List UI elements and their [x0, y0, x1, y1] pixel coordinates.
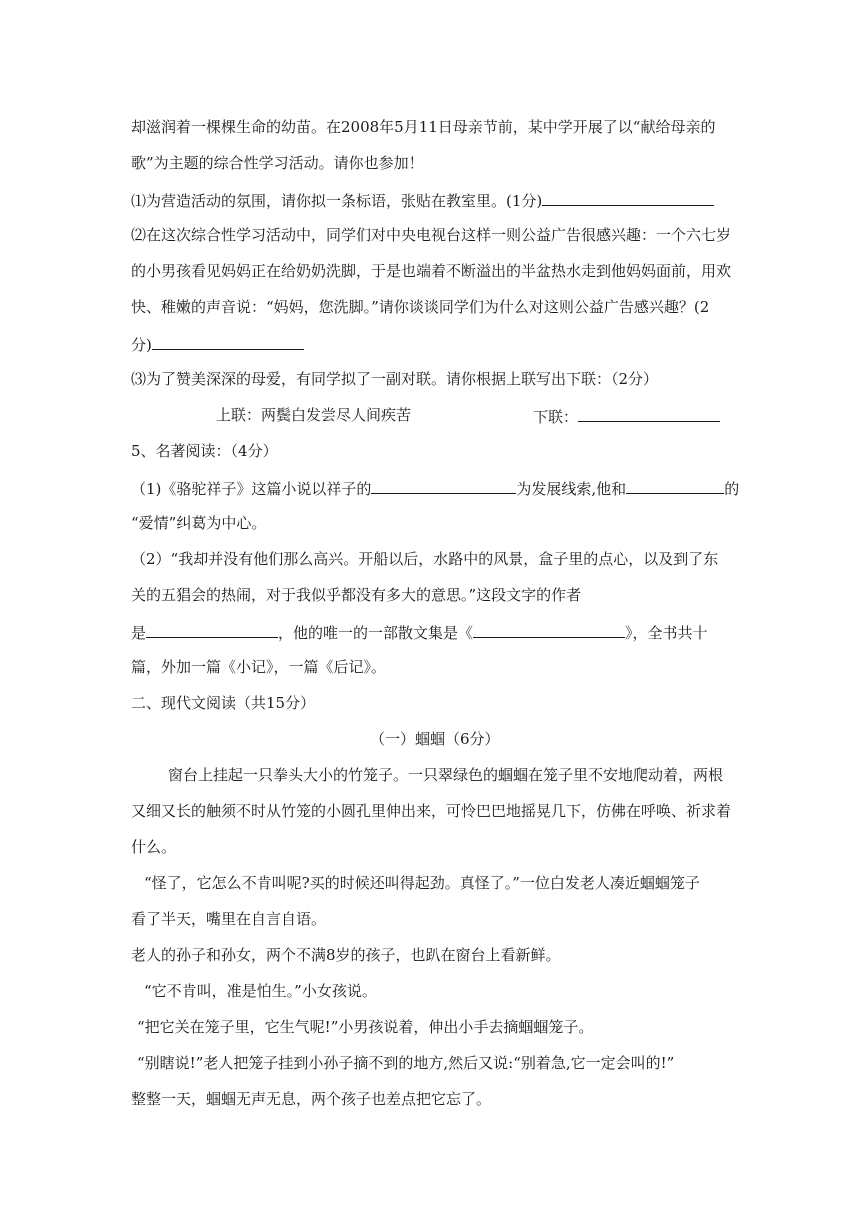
paragraph-line: 老人的孙子和孙女，两个不满8岁的孩子，也趴在窗台上看新鲜。	[131, 946, 561, 964]
couplet-lower-label: 下联：	[533, 408, 579, 426]
paragraph-line: 看了半天，嘴里在自言自语。	[131, 910, 327, 928]
paragraph-line: “怪了，它怎么不肯叫呢?买的时候还叫得起劲。真怪了。”一位白发老人凑近蝈蝈笼子	[144, 874, 700, 892]
text-line: 歌”为主题的综合性学习活动。请你也参加！	[131, 154, 424, 172]
section-2-heading: 二、现代文阅读（共15分）	[131, 694, 316, 712]
paragraph-line: “把它关在笼子里，它生气呢!”小男孩说着，伸出小手去摘蝈蝈笼子。	[137, 1018, 594, 1036]
answer-blank[interactable]	[371, 477, 516, 494]
answer-blank[interactable]	[152, 333, 304, 350]
question-2-line: 的小男孩看见妈妈正在给奶奶洗脚，于是也端着不断溢出的半盆热水走到他妈妈面前，用欢	[131, 262, 732, 280]
question-2-line	[131, 333, 304, 355]
paragraph-line: 整整一天，蝈蝈无声无息，两个孩子也差点把它忘了。	[131, 1090, 492, 1108]
masterpiece-q2-text: 是	[131, 624, 147, 642]
question-2-line: 快、稚嫩的声音说：“妈妈，您洗脚。”请你谈谈同学们为什么对这则公益广告感兴趣？(2	[131, 298, 710, 316]
masterpiece-q2-text: 》，全书共十	[625, 624, 708, 642]
paragraph-line: 窗台上挂起一只拳头大小的竹笼子。一只翠绿色的蝈蝈在笼子里不安地爬动着，两根	[168, 766, 724, 784]
question-2-text: 分)	[131, 336, 152, 354]
text-line: 却滋润着一棵棵生命的幼苗。在2008年5月11日母亲节前，某中学开展了以“献给母亲的	[131, 118, 716, 136]
answer-blank[interactable]	[473, 621, 625, 638]
paragraph-line: “它不肯叫，准是怕生。”小女孩说。	[144, 982, 377, 1000]
masterpiece-q1-text: （1)《骆驼祥子》这篇小说以祥子的	[131, 480, 372, 498]
answer-blank[interactable]	[626, 477, 724, 494]
question-3: ⑶为了赞美深深的母爱，有同学拟了一副对联。请你根据上联写出下联：（2分）	[131, 370, 659, 388]
paragraph-line: 又细又长的触须不时从竹笼的小圆孔里伸出来，可怜巴巴地摇晃几下，仿佛在呼唤、祈求着	[131, 802, 732, 820]
paragraph-line: 什么。	[131, 838, 177, 856]
masterpiece-q2-line: （2）“我却并没有他们那么高兴。开船以后，水路中的风景，盒子里的点心，以及到了东	[131, 550, 719, 568]
text-line: “爱情”纠葛为中心。	[131, 514, 267, 532]
masterpiece-q2-line: 关的五猖会的热闹，对于我似乎都没有多大的意思。”这段文字的作者	[131, 586, 582, 604]
answer-blank[interactable]	[146, 621, 278, 638]
masterpiece-q2-line	[131, 621, 708, 643]
masterpiece-q2-text: ，他的唯一的一部散文集是《	[278, 624, 474, 642]
section-5-heading: 5、名著阅读：（4分）	[131, 442, 278, 460]
question-2-line: ⑵在这次综合性学习活动中，同学们对中央电视台这样一则公益广告很感兴趣：一个六七岁	[131, 226, 732, 244]
masterpiece-q1-text: 的	[724, 480, 740, 498]
couplet-lower	[533, 405, 720, 427]
question-1-text: ⑴为营造活动的氛围，请你拟一条标语，张贴在教室里。(1分)	[131, 192, 543, 210]
passage-title: （一）蝈蝈（6分）	[370, 730, 500, 748]
answer-blank[interactable]	[578, 405, 720, 422]
text-line: 篇，外加一篇《小记》，一篇《后记》。	[131, 658, 387, 676]
answer-blank[interactable]	[542, 189, 714, 206]
masterpiece-q1	[131, 477, 739, 499]
paragraph-line: “别瞎说!”老人把笼子挂到小孙子摘不到的地方,然后又说:“别着急,它一定会叫的!”	[137, 1054, 675, 1072]
question-1	[131, 189, 714, 211]
masterpiece-q1-text: 为发展线索,他和	[516, 480, 627, 498]
couplet-upper: 上联：两鬓白发尝尽人间疾苦	[216, 406, 412, 424]
